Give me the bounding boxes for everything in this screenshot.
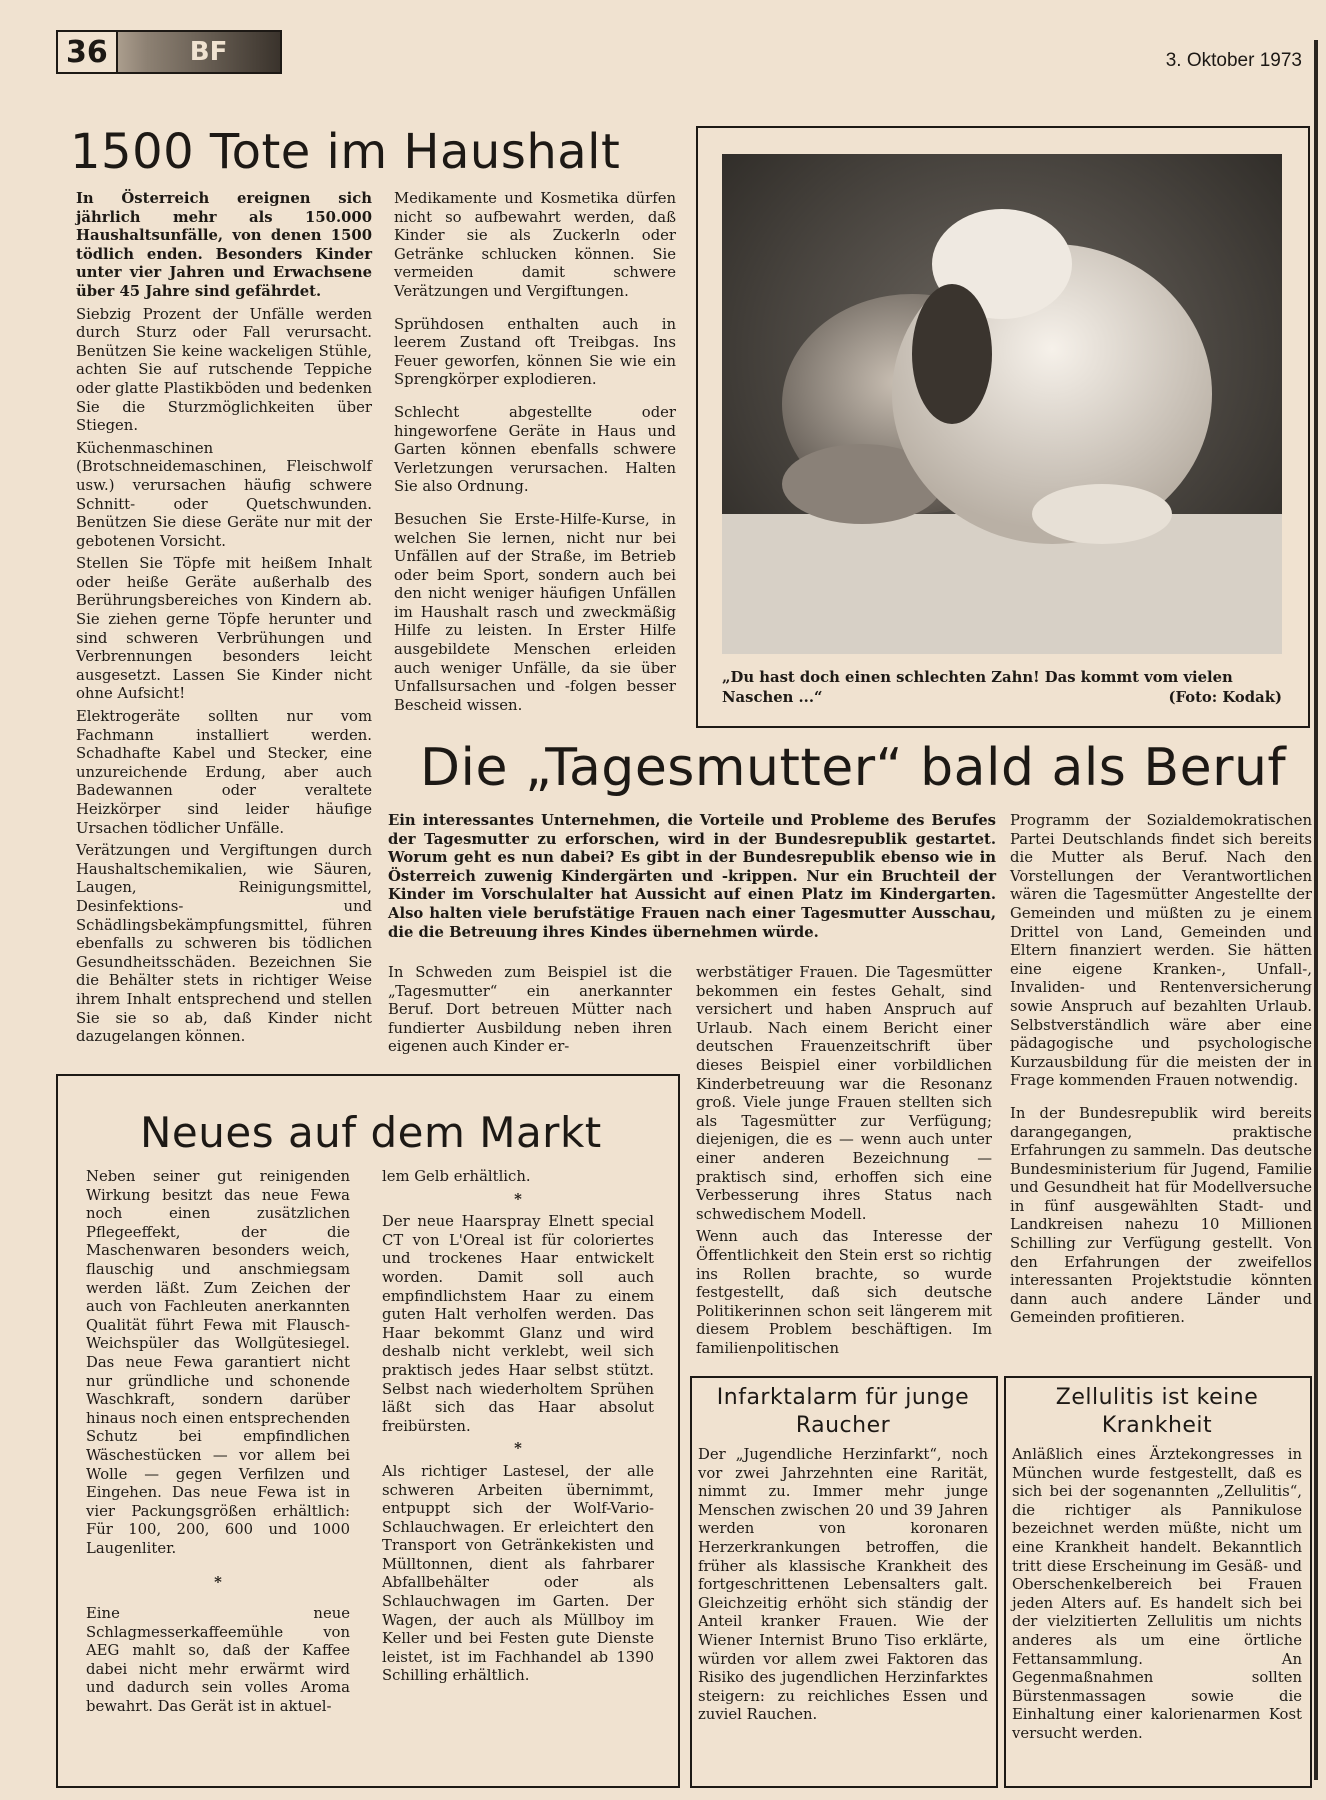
right-edge-rule bbox=[1314, 40, 1318, 1780]
tagesmutter-column-1 bbox=[388, 964, 672, 1057]
page-number: 36 bbox=[58, 32, 118, 72]
photo-credit: (Foto: Kodak) bbox=[1168, 689, 1282, 706]
puppies-photo bbox=[722, 154, 1282, 654]
headline-line: Infarktalarm für junge bbox=[716, 1385, 970, 1410]
tote-column-1 bbox=[76, 190, 372, 1047]
tagesmutter-paragraph: Wenn auch das Interesse der Öffentlichkeit den Stein erst so richtig ins Rollen brachte, so wurde festgestellt, daß sich deutsche Politikerinnen schon seit längerem mit diesem Problem beschäftigen. Im familienpolitischen bbox=[696, 1228, 992, 1357]
markt-paragraph: Neben seiner gut reinigenden Wirkung besitzt das neue Fewa noch einen zusätzlichen Pflegeeffekt, der die Maschenwaren besonders weich, flauschig und anschmiegsam werden läßt. Zum Zeichen der auch von Fachleuten anerkannten Qualität führt Fewa mit Flausch-Weichspüler das Wollgütesiegel. Das neue Fewa garantiert nicht nur gründliche und schonende Waschkraft, sondern darüber hinaus noch einen entsprechenden Schutz bei empfindlichen Wäschestücken — vor allem bei Wolle — gegen Verfilzen und Eingehen. Das neue Fewa ist in vier Packungsgrößen erhältlich: Für 100, 200, 600 und 1000 Laugenliter. bbox=[86, 1168, 350, 1557]
markt-paragraph: lem Gelb erhältlich. bbox=[382, 1168, 531, 1185]
markt-paragraph: Der neue Haarspray Elnett special CT von L'Oreal ist für coloriertes und trockenes Haar entwickelt worden. Damit soll auch empfindlichstem Haar zu einem guten Halt verholfen werden. Das Haar bekommt Glanz und wird deshalb nicht verklebt, weil sich praktisch jedes Haar selbst stützt. Selbst nach wiederholtem Sprühen läßt sich das Haar absolut freibürsten. bbox=[382, 1213, 654, 1435]
tote-paragraph: Stellen Sie Töpfe mit heißem Inhalt oder heiße Geräte außerhalb des Berührungsbereiches von Kindern ab. Sie ziehen gerne Töpfe herunter und sind schweren Verbrühungen und Verbrennungen besonders leicht ausgesetzt. Lassen Sie Kinder nicht ohne Aufsicht! bbox=[76, 555, 372, 703]
item-separator: * bbox=[514, 1440, 522, 1458]
caption-line: „Du hast doch einen schlechten Zahn! Das kommt vom vielen bbox=[722, 669, 1233, 686]
caption-line: Naschen ...“ bbox=[722, 689, 823, 706]
tagesmutter-paragraph: werbstätiger Frauen. Die Tagesmütter bekommen ein festes Gehalt, sind versichert und haben Anspruch auf Urlaub. Nach einem Bericht einer deutschen Frauenzeitschrift über dieses Beispiel einer vorbildlichen Kinderbetreuung war die Resonanz groß. Viele junge Frauen stellten sich als Tagesmütter zur Verfügung; diejenigen, die es — wenn auch unter einer anderen Bezeichnung — praktisch sind, erhoffen sich eine Verbesserung ihres Status nach schwedischem Modell. bbox=[696, 964, 992, 1223]
tagesmutter-paragraph: Programm der Sozialdemokratischen Partei Deutschlands findet sich bereits die Mutter als Beruf. Nach den Vorstellungen der Verantwortlichen wären die Tagesmütter Angestellte der Gemeinden und müßten zu je einem Drittel von Land, Gemeinden und Eltern finanziert werden. Sie hätten eine eigene Kranken-, Unfall-, Invaliden- und Rentenversicherung sowie Anspruch auf bezahlten Urlaub. Selbstverständlich wäre aber eine pädagogische und psychologische Kurzausbildung für die meisten der in Frage kommenden Frauen notwendig. bbox=[1010, 812, 1312, 1090]
infarkt-body bbox=[698, 1446, 988, 1725]
tote-paragraph: Elektrogeräte sollten nur vom Fachmann installiert werden. Schadhafte Kabel und Stecker, eine unzureichende Erdung, aber auch Badewannen oder veraltete Heizkörper sind leider häufige Ursachen tödlicher Unfälle. bbox=[76, 708, 372, 837]
infarkt-paragraph: Der „Jugendliche Herzinfarkt“, noch vor zwei Jahrzehnten eine Rarität, nimmt zu. Immer mehr junge Menschen zwischen 20 und 39 Jahren werden von koronaren Herzerkrankungen betroffen, die früher als klassische Krankheit des fortgeschrittenen Lebensalters galt. Gleichzeitig erhöht sich ständig der Anteil kranker Frauen. Wie der Wiener Internist Bruno Tiso erklärte, würden vor allem zwei Faktoren das Risiko des jugendlichen Herzinfarktes steigern: zu reichliches Essen und zuviel Rauchen. bbox=[698, 1446, 988, 1724]
zellulitis-body bbox=[1012, 1446, 1302, 1744]
headline-tote: 1500 Tote im Haushalt bbox=[70, 124, 621, 180]
tote-column-2 bbox=[394, 190, 676, 715]
photo-caption bbox=[722, 668, 1282, 708]
markt-paragraph: Als richtiger Lastesel, der alle schweren Arbeiten übernimmt, entpuppt sich der Wolf-Vario-Schlauchwagen. Er erleichtert den Transport von Getränkekisten und Mülltonnen, dient als fahrbarer Abfallbehälter oder als Schlauchwagen im Garten. Der Wagen, der auch als Müllboy im Keller und bei Festen gute Dienste leistet, ist im Fachhandel ab 1390 Schilling erhältlich. bbox=[382, 1462, 654, 1685]
tote-paragraph: Sprühdosen enthalten auch in leerem Zustand oft Treibgas. Ins Feuer geworfen, können Sie wie ein Sprengkörper explodieren. bbox=[394, 315, 676, 389]
section-code: BF bbox=[189, 37, 228, 67]
tagesmutter-paragraph: In Schweden zum Beispiel ist die „Tagesmutter“ ein anerkannter Beruf. Dort betreuen Mütter nach fundierter Ausbildung neben ihren eigenen auch Kinder er- bbox=[388, 964, 672, 1056]
tote-paragraph: Siebzig Prozent der Unfälle werden durch Sturz oder Fall verursacht. Benützen Sie keine wackeligen Stühle, achten Sie auf rutschende Teppiche oder glatte Plastikböden und bedenken Sie die Sturzmöglichkeiten über Stiegen. bbox=[76, 305, 372, 435]
photo-image bbox=[722, 154, 1282, 654]
masthead bbox=[56, 30, 282, 74]
tote-paragraph: Besuchen Sie Erste-Hilfe-Kurse, in welchen Sie lernen, nicht nur bei Unfällen auf der Straße, im Betrieb oder beim Sport, sondern auch bei den nicht weniger häufigen Unfällen im Haushalt rasch und zweckmäßig Hilfe zu leisten. In Erster Hilfe ausgebildete Menschen erleiden auch weniger Unfälle, da sie über Unfallsursachen und -folgen besser Bescheid wissen. bbox=[394, 510, 676, 714]
headline-line: Krankheit bbox=[1101, 1413, 1213, 1438]
tagesmutter-column-2 bbox=[696, 964, 992, 1358]
tote-paragraph: Verätzungen und Vergiftungen durch Haushaltschemikalien, wie Säuren, Laugen, Reinigungsmittel, Desinfektions- und Schädlingsbekämpfungsmittel, führen ebenfalls zu schweren bis tödlichen Gesundheitsschäden. Bezeichnen Sie die Behälter stets in richtiger Weise ihrem Inhalt entsprechend und stellen Sie sie so ab, daß Kinder nicht dazugelangen können. bbox=[76, 842, 372, 1046]
headline-infarkt bbox=[698, 1384, 988, 1440]
zellulitis-paragraph: Anläßlich eines Ärztekongresses in München wurde festgestellt, daß es sich bei der sogenannten „Zellulitis“, die richtiger als Pannikulose bezeichnet werden müßte, nicht um eine Krankheit handelt. Bekanntlich tritt diese Erscheinung im Gesäß- und Oberschenkelbereich bei Frauen jeden Alters auf. Es handelt sich bei der vielzitierten Zellulitis um nichts anderes als um eine örtliche Fettansammlung. An Gegenmaßnahmen sollten Bürstenmassagen sowie die Einhaltung einer kalorienarmen Kost versucht werden. bbox=[1012, 1446, 1302, 1742]
headline-line: Zellulitis ist keine bbox=[1055, 1385, 1259, 1410]
tagesmutter-column-3 bbox=[1010, 812, 1312, 1328]
markt-paragraph: Eine neue Schlagmesserkaffeemühle von AEG mahlt so, daß der Kaffee dabei nicht mehr erwärmt wird und dadurch sein volles Aroma bewahrt. Das Gerät ist in aktuel- bbox=[86, 1605, 350, 1716]
headline-line: Raucher bbox=[795, 1413, 891, 1438]
tote-paragraph: Schlecht abgestellte oder hingeworfene Geräte in Haus und Garten können ebenfalls schwere Verletzungen verursachen. Halten Sie also Ordnung. bbox=[394, 403, 676, 496]
headline-markt: Neues auf dem Markt bbox=[140, 1108, 602, 1157]
tote-paragraph: Medikamente und Kosmetika dürfen nicht so aufbewahrt werden, daß Kinder sie als Zuckerln oder Getränke schlucken können. Sie vermeiden damit schwere Verätzungen und Vergiftungen. bbox=[394, 190, 676, 300]
markt-column-2 bbox=[382, 1168, 654, 1686]
markt-column-1 bbox=[86, 1168, 350, 1717]
item-separator: * bbox=[214, 1574, 222, 1592]
tote-paragraph: Küchenmaschinen (Brotschneidemaschinen, Fleischwolf usw.) verursachen häufig schwere Schnitt- oder Quetschwunden. Benützen Sie diese Geräte nur mit der gebotenen Vorsicht. bbox=[76, 439, 372, 550]
issue-date: 3. Oktober 1973 bbox=[1165, 50, 1302, 71]
item-separator: * bbox=[514, 1190, 522, 1208]
tote-lead: In Österreich ereignen sich jährlich mehr als 150.000 Haushaltsunfälle, von denen 1500 tödlich enden. Besonders Kinder unter vier Jahren und Erwachsene über 45 Jahre sind gefährdet. bbox=[76, 190, 372, 300]
tagesmutter-lead: Ein interessantes Unternehmen, die Vorteile und Probleme des Berufes der Tagesmutter zu erforschen, wird in der Bundesrepublik gestartet. Worum geht es nun dabei? Es gibt in der Bundesrepublik ebenso wie in Österreich zuwenig Kindergärten und -krippen. Nur ein Bruchteil der Kinder im Vorschulalter hat Aussicht auf einen Platz im Kindergarten. Also halten viele berufstätige Frauen nach einer Tagesmutter Ausschau, die die Betreuung ihres Kindes übernehmen würde. bbox=[388, 812, 996, 941]
headline-zellulitis bbox=[1012, 1384, 1302, 1440]
headline-tagesmutter: Die „Tagesmutter“ bald als Beruf bbox=[420, 738, 1287, 798]
tagesmutter-paragraph: In der Bundesrepublik wird bereits darangegangen, praktische Erfahrungen zu sammeln. Das deutsche Bundesministerium für Jugend, Familie und Gesundheit hat für Modellversuche in fünf ausgewählten Stadt- und Landkreisen nahezu 10 Millionen Schilling zur Verfügung gestellt. Von den Erfahrungen der zweifellos interessanten Projektstudie könnten dann auch andere Länder und Gemeinden profitieren. bbox=[1010, 1104, 1312, 1327]
